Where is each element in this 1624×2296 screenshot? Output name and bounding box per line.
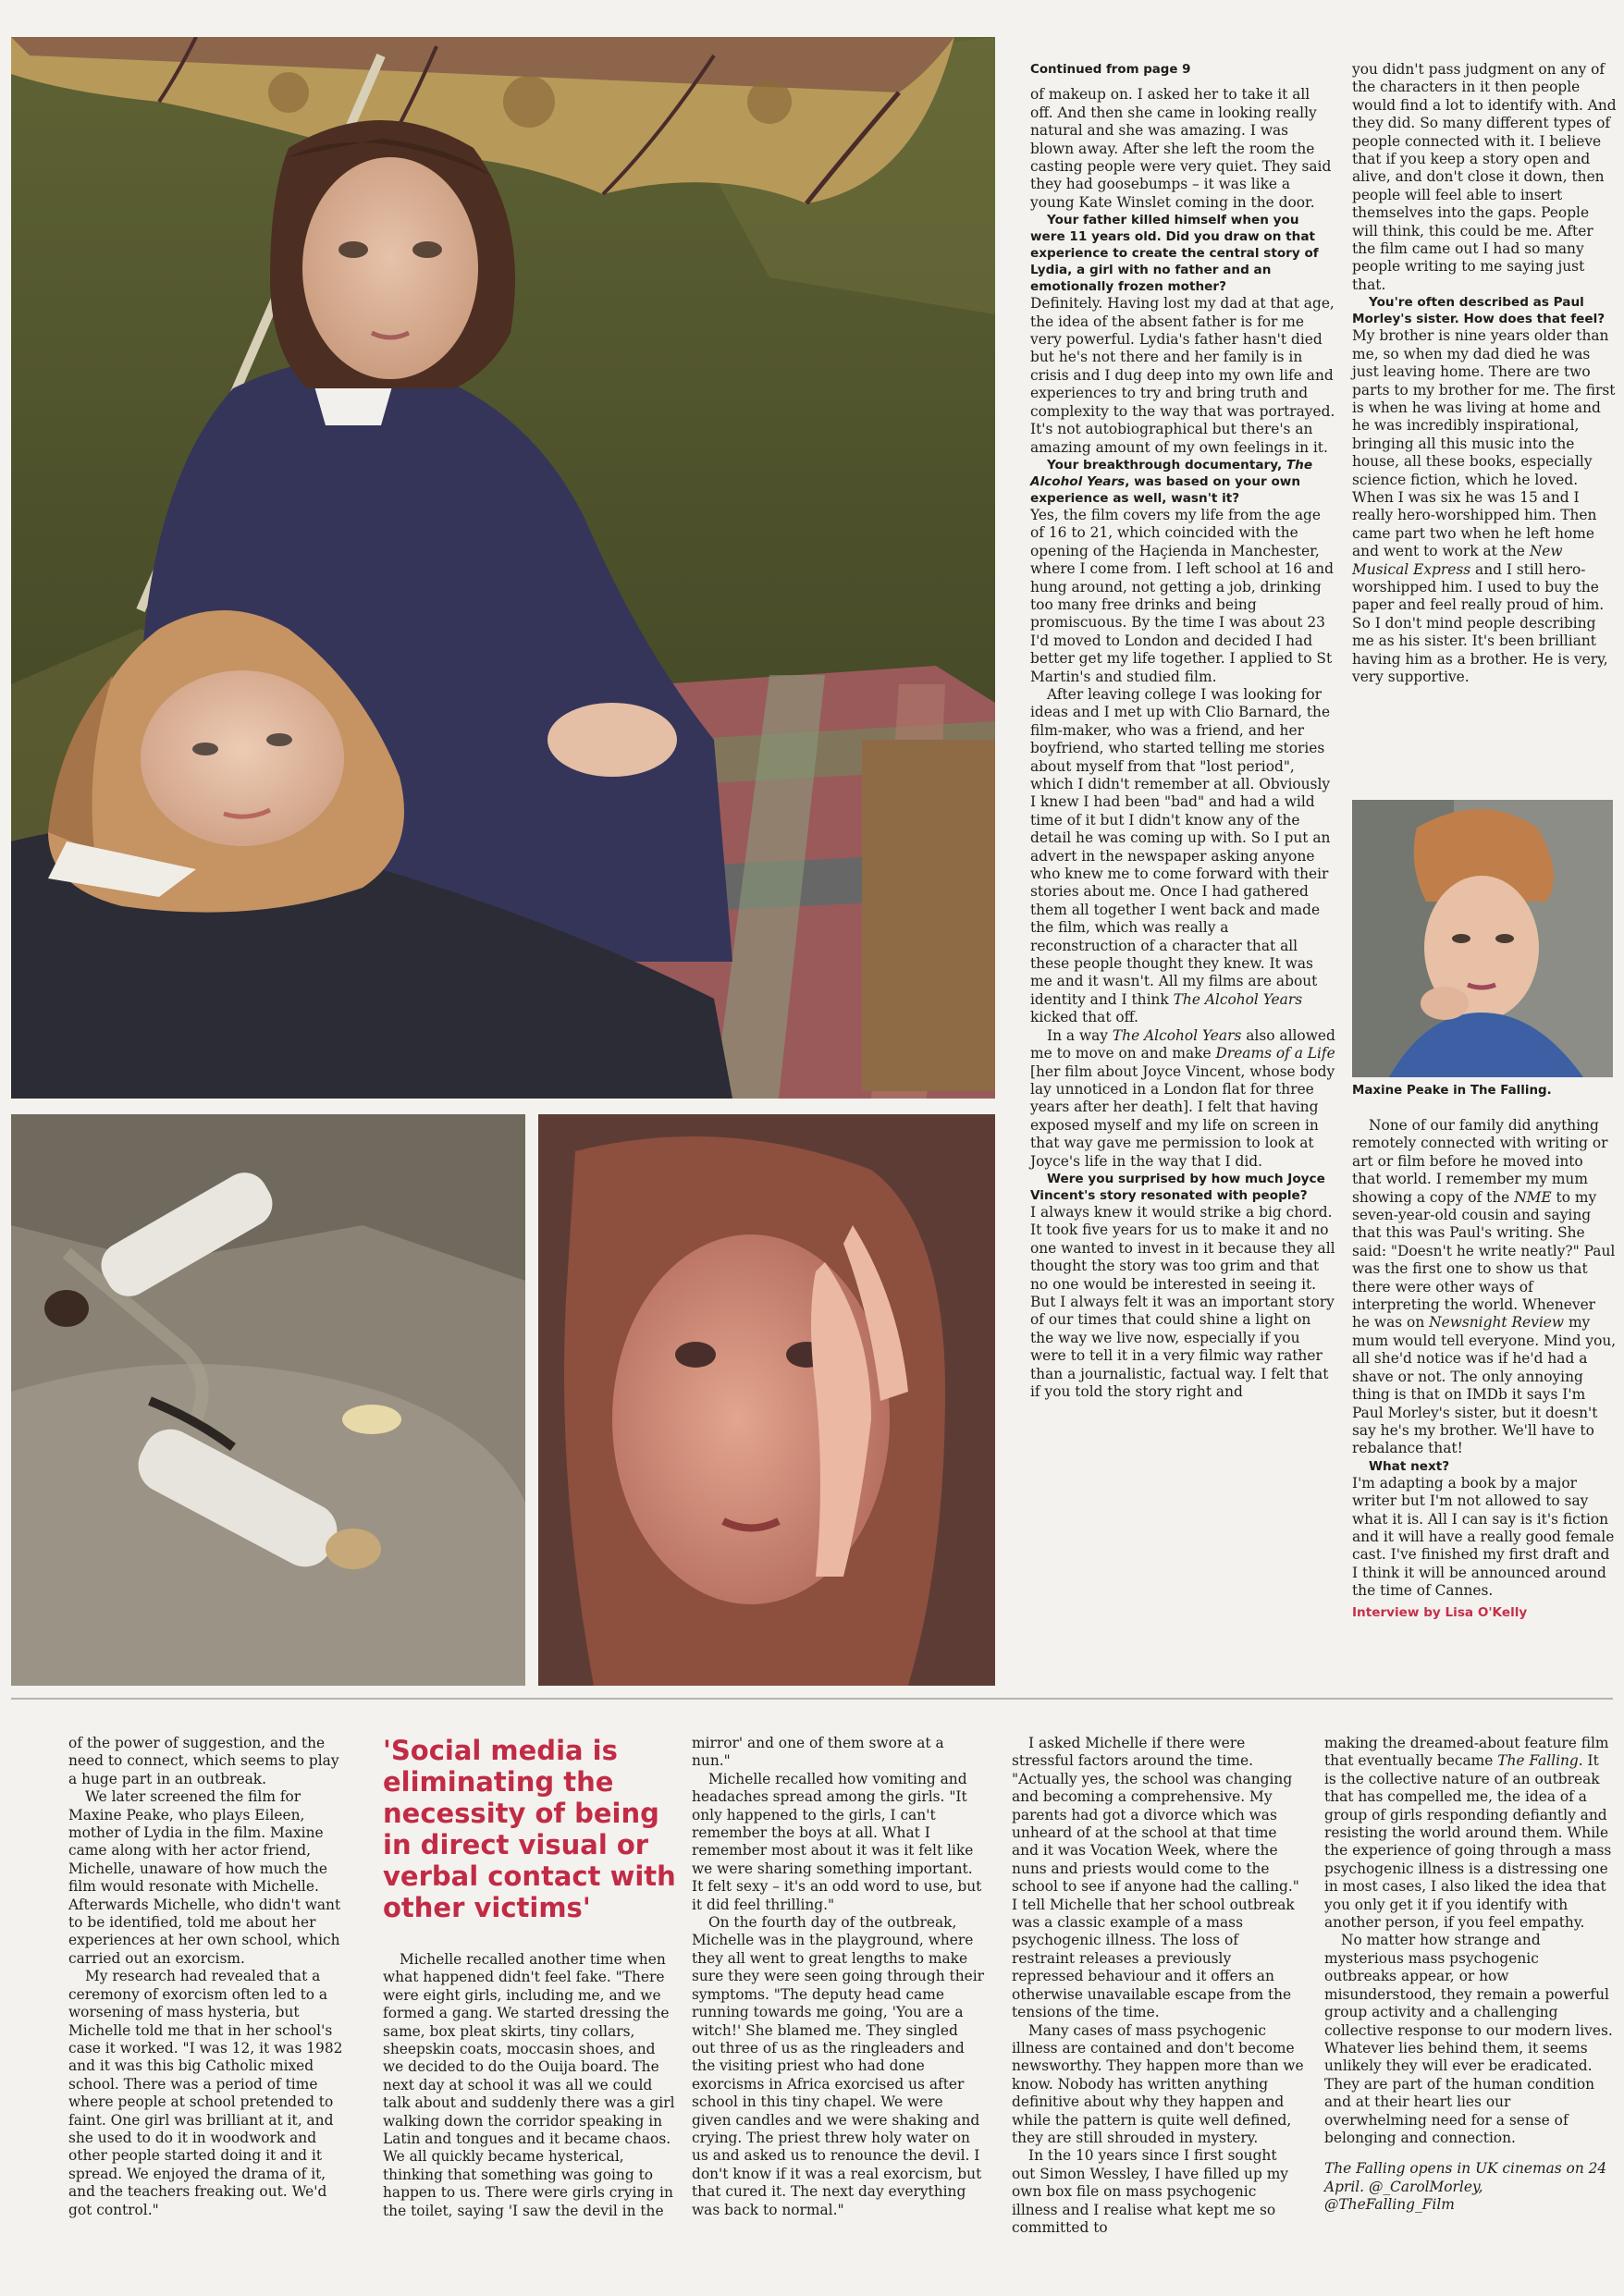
paragraph: Many cases of mass psychogenic illness are contained and don't become newsworthy. They happen more than we know. Nobody has written anything definitive about why they happen and while the pattern is quite well defined, they are still shrouded in mystery.	[1012, 2021, 1304, 2146]
answer-3: I always knew it would strike a big chord. It took five years for us to make it and no one wanted to invest in it because they all thought the story was too grim and that no one would be interested in seeing it. But I always felt it was an important story of our times that could shine a light on the way we live now, especially if you were to tell it in a very filmic way rather than a journalistic, factual way. I felt that if you told the story right and	[1030, 1203, 1335, 1400]
feature-column-2	[383, 1951, 675, 2220]
question-2: Your breakthrough documentary, The Alcohol Years, was based on your own experience as well, wasn't it?	[1030, 457, 1313, 506]
answer-2c: In a way The Alcohol Years also allowed me to move on and make Dreams of a Life [her film about Joyce Vincent, whose body lay unnoticed in a London flat for three years after her death]. I felt that having exposed myself and my life on screen in that way gave me permission to look at Joyce's life in the way that I did.	[1030, 1026, 1335, 1170]
webcam-photo	[538, 1114, 995, 1686]
answer-4: My brother is nine years older than me, so when my dad died he was just leaving home. There are two parts to my brother for me. The first is when he was living at home and he was incredibly inspirational, bringing all this music into the house, all these books, especially science fiction, which he loved. When I was six he was 15 and I really hero-worshipped him. Then came part two when he left home and went to work at the New Musical Express and I still hero-worshipped him. I used to buy the paper and feel really proud of him. So I don't mind people describing me as his sister. It's been brilliant having him as a brother. He is very, very supportive.	[1352, 327, 1616, 685]
answer-1: Definitely. Having lost my dad at that age, the idea of the absent father is for me very powerful. Lydia's father hasn't died but he's not there and her family is in crisis and I dug deep into my own life and experiences to try and bring truth and complexity to the way that was portrayed. It's not autobiographical but there's an amazing amount of my own feelings in it.	[1030, 295, 1335, 456]
byline: Interview by Lisa O'Kelly	[1352, 1604, 1528, 1620]
paragraph: making the dreamed-about feature film that eventually became The Falling. It is the collective nature of an outbreak that has compelled me, the idea of a group of girls responding defiantly and resisting the world around them. While the experience of going through a mass psychogenic illness is a distressing one in most cases, I also liked the idea that you only get it if you identify with another person, if you feel empathy.	[1324, 1735, 1612, 1932]
question-5: What next?	[1369, 1458, 1450, 1474]
answer-2b: After leaving college I was looking for ideas and I met up with Clio Barnard, the film-maker, who was a friend, and her boyfriend, who started telling me stories about myself from that "lost period", which I didn't remember at all. Obviously I knew I had been "bad" and had a wild time of it but I didn't know any of the detail he was coming up with. So I put an advert in the newspaper asking anyone who knew me to come forward with their stories about me. Once I had gathered them all together I went back and made the film, which was really a reconstruction of a character that all these people thought they knew. It was me and it wasn't. All my films are about identity and I think The Alcohol Years kicked that off.	[1030, 685, 1331, 1026]
feature-column-5	[1324, 1735, 1613, 2215]
paragraph: mirror' and one of them swore at a nun."	[692, 1735, 944, 1770]
continued-from-label: Continued from page 9	[1030, 63, 1191, 77]
answer-6: I'm adapting a book by a major writer but I'm not allowed to say what it is. All I can say is it's fiction and it will have a really good female cast. I've finished my first draft and I think it will be announced around the time of Cannes.	[1352, 1474, 1615, 1600]
interview-column-2-top	[1352, 61, 1617, 686]
main-photo	[11, 37, 995, 1099]
answer-5: None of our family did anything remotely connected with writing or art or film before he moved into that world. I remember my mum showing a copy of the NME to my seven-year-old cousin and saying that this was Paul's writing. She said: "Doesn't he write neatly?" Paul was the first one to show us that there were other ways of interpreting the world. Whenever he was on Newsnight Review my mum would tell everyone. Mind you, all she'd notice was if he'd had a shave or not. The only annoying thing is that on IMDb it says I'm Paul Morley's sister, but it doesn't say he's my brother. We'll have to rebalance that!	[1352, 1117, 1617, 1457]
feature-column-4	[1012, 1735, 1304, 2237]
answer-3-continued: you didn't pass judgment on any of the characters in it then people would find a lot to identify with. And they did. So many different types of people connected with it. I believe that if you keep a story open and alive, and don't close it down, then people will feel able to insert themselves into the gaps. People will think, this could be me. After the film came out I had so many people writing to me saying just that.	[1352, 61, 1617, 293]
paragraph: On the fourth day of the outbreak, Michelle was in the playground, where they all went to great lengths to make sure they were seen going through their symptoms. "The deputy head came running towards me going, 'You are a witch!' She blamed me. They singled out three of us as the ringleaders and the visiting priest who had done exorcisms in Africa exorcised us after school in this tiny chapel. We were given candles and we were shaking and crying. The priest threw holy water on us and asked us to renounce the devil. I don't know if it was a real exorcism, but that cured it. The next day everything was back to normal."	[692, 1914, 984, 2218]
section-divider	[11, 1698, 1613, 1700]
paragraph: of the power of suggestion, and the need to connect, which seems to play a huge part in an outbreak.	[68, 1735, 339, 1787]
paragraph: No matter how strange and mysterious mass psychogenic outbreaks appear, or how misunderstood, they remain a powerful group activity and a challenging collective response to our modern lives. Whatever lies behind them, it seems unlikely they will ever be eradicated. They are part of the human condition and at their heart lies our overwhelming need for a sense of belonging and connection.	[1324, 1932, 1613, 2146]
lying-girls-photo	[11, 1114, 525, 1686]
pull-quote: 'Social media is eliminating the necessity of being in direct visual or verbal contact with other victims'	[383, 1735, 676, 1923]
interview-column-1	[1030, 61, 1335, 1401]
film-credit: The Falling opens in UK cinemas on 24 April. @_CarolMorley, @TheFalling_Film	[1324, 2160, 1607, 2214]
paragraph: Michelle recalled how vomiting and headaches spread among the girls. "It only happened to the girls, I can't remember the boys at all. What I remember most about it was it felt like we were sharing something important. It felt sexy – it's an odd word to use, but it did feel thrilling."	[692, 1770, 982, 1913]
paragraph: My research had revealed that a ceremony of exorcism often led to a worsening of mass hysteria, but Michelle told me that in her school's case it worked. "I was 12, it was 1982 and it was this big Catholic mixed school. There was a period of time where people at school pretended to faint. One girl was brilliant at it, and she used to do it in woodwork and other people started doing it and it spread. We enjoyed the drama of it, and the teachers freaking out. We'd got control."	[68, 1968, 343, 2218]
lying-girls-illustration	[11, 1114, 525, 1686]
paragraph: of makeup on. I asked her to take it all off. And then she came in looking really natural and she was amazing. I was blown away. After she left the room the casting people were very quiet. They said they had goosebumps – it was like a young Kate Winslet coming in the door.	[1030, 86, 1332, 211]
question-1: Your father killed himself when you were 11 years old. Did you draw on that experience to create the central story of Lydia, a girl with no father and an emotionally frozen mother?	[1030, 213, 1319, 295]
feature-column-3	[692, 1735, 984, 2219]
maxine-photo	[1352, 800, 1613, 1077]
question-4: You're often described as Paul Morley's sister. How does that feel?	[1352, 295, 1606, 327]
maxine-caption: Maxine Peake in The Falling.	[1352, 1084, 1552, 1098]
maxine-illustration	[1352, 800, 1613, 1077]
paragraph: We later screened the film for Maxine Peake, who plays Eileen, mother of Lydia in the film. Maxine came along with her actor friend, Michelle, unaware of how much the film would resonate with Michelle. Afterwards Michelle, who didn't want to be identified, told me about her experiences at her own school, which carried out an exorcism.	[68, 1788, 341, 1967]
paragraph: Michelle recalled another time when what happened didn't feel fake. "There were eight girls, including me, and we formed a gang. We started dressing the same, box pleat skirts, tiny collars, sheepskin coats, moccasin shoes, and we decided to do the Ouija board. The next day at school it was all we could talk about and suddenly there was a girl walking down the corridor speaking in Latin and tongues and it became chaos. We all quickly became hysterical, thinking that something was going to happen to us. There were girls crying in the toilet, saying 'I saw the devil in the	[383, 1951, 675, 2219]
paragraph: In the 10 years since I first sought out Simon Wessley, I have filled up my own box file on mass psychogenic illness and I realise what kept me so committed to	[1012, 2147, 1288, 2236]
paragraph: I asked Michelle if there were stressful factors around the time. "Actually yes, the school was changing and becoming a comprehensive. My parents had got a divorce which was unheard of at the school at that time and it was Vocation Week, where the nuns and priests would come to the school to see if anyone had the calling." I tell Michelle that her school outbreak was a classic example of a mass psychogenic illness. The loss of restraint releases a previously repressed behaviour and it offers an otherwise unavailable escape from the tensions of the time.	[1012, 1735, 1299, 2021]
question-3: Were you surprised by how much Joyce Vincent's story resonated with people?	[1030, 1171, 1325, 1203]
main-photo-illustration	[11, 37, 995, 1099]
answer-2a: Yes, the film covers my life from the age of 16 to 21, which coincided with the opening of the Haçienda in Manchester, where I come from. I left school at 16 and hung around, not getting a job, drinking too many free drinks and being promiscuous. By the time I was about 23 I'd moved to London and decided I had better get my life together. I applied to St Martin's and studied film.	[1030, 506, 1334, 685]
interview-column-2-bottom	[1352, 1117, 1617, 1622]
feature-column-1	[68, 1735, 350, 2219]
webcam-illustration	[538, 1114, 995, 1686]
